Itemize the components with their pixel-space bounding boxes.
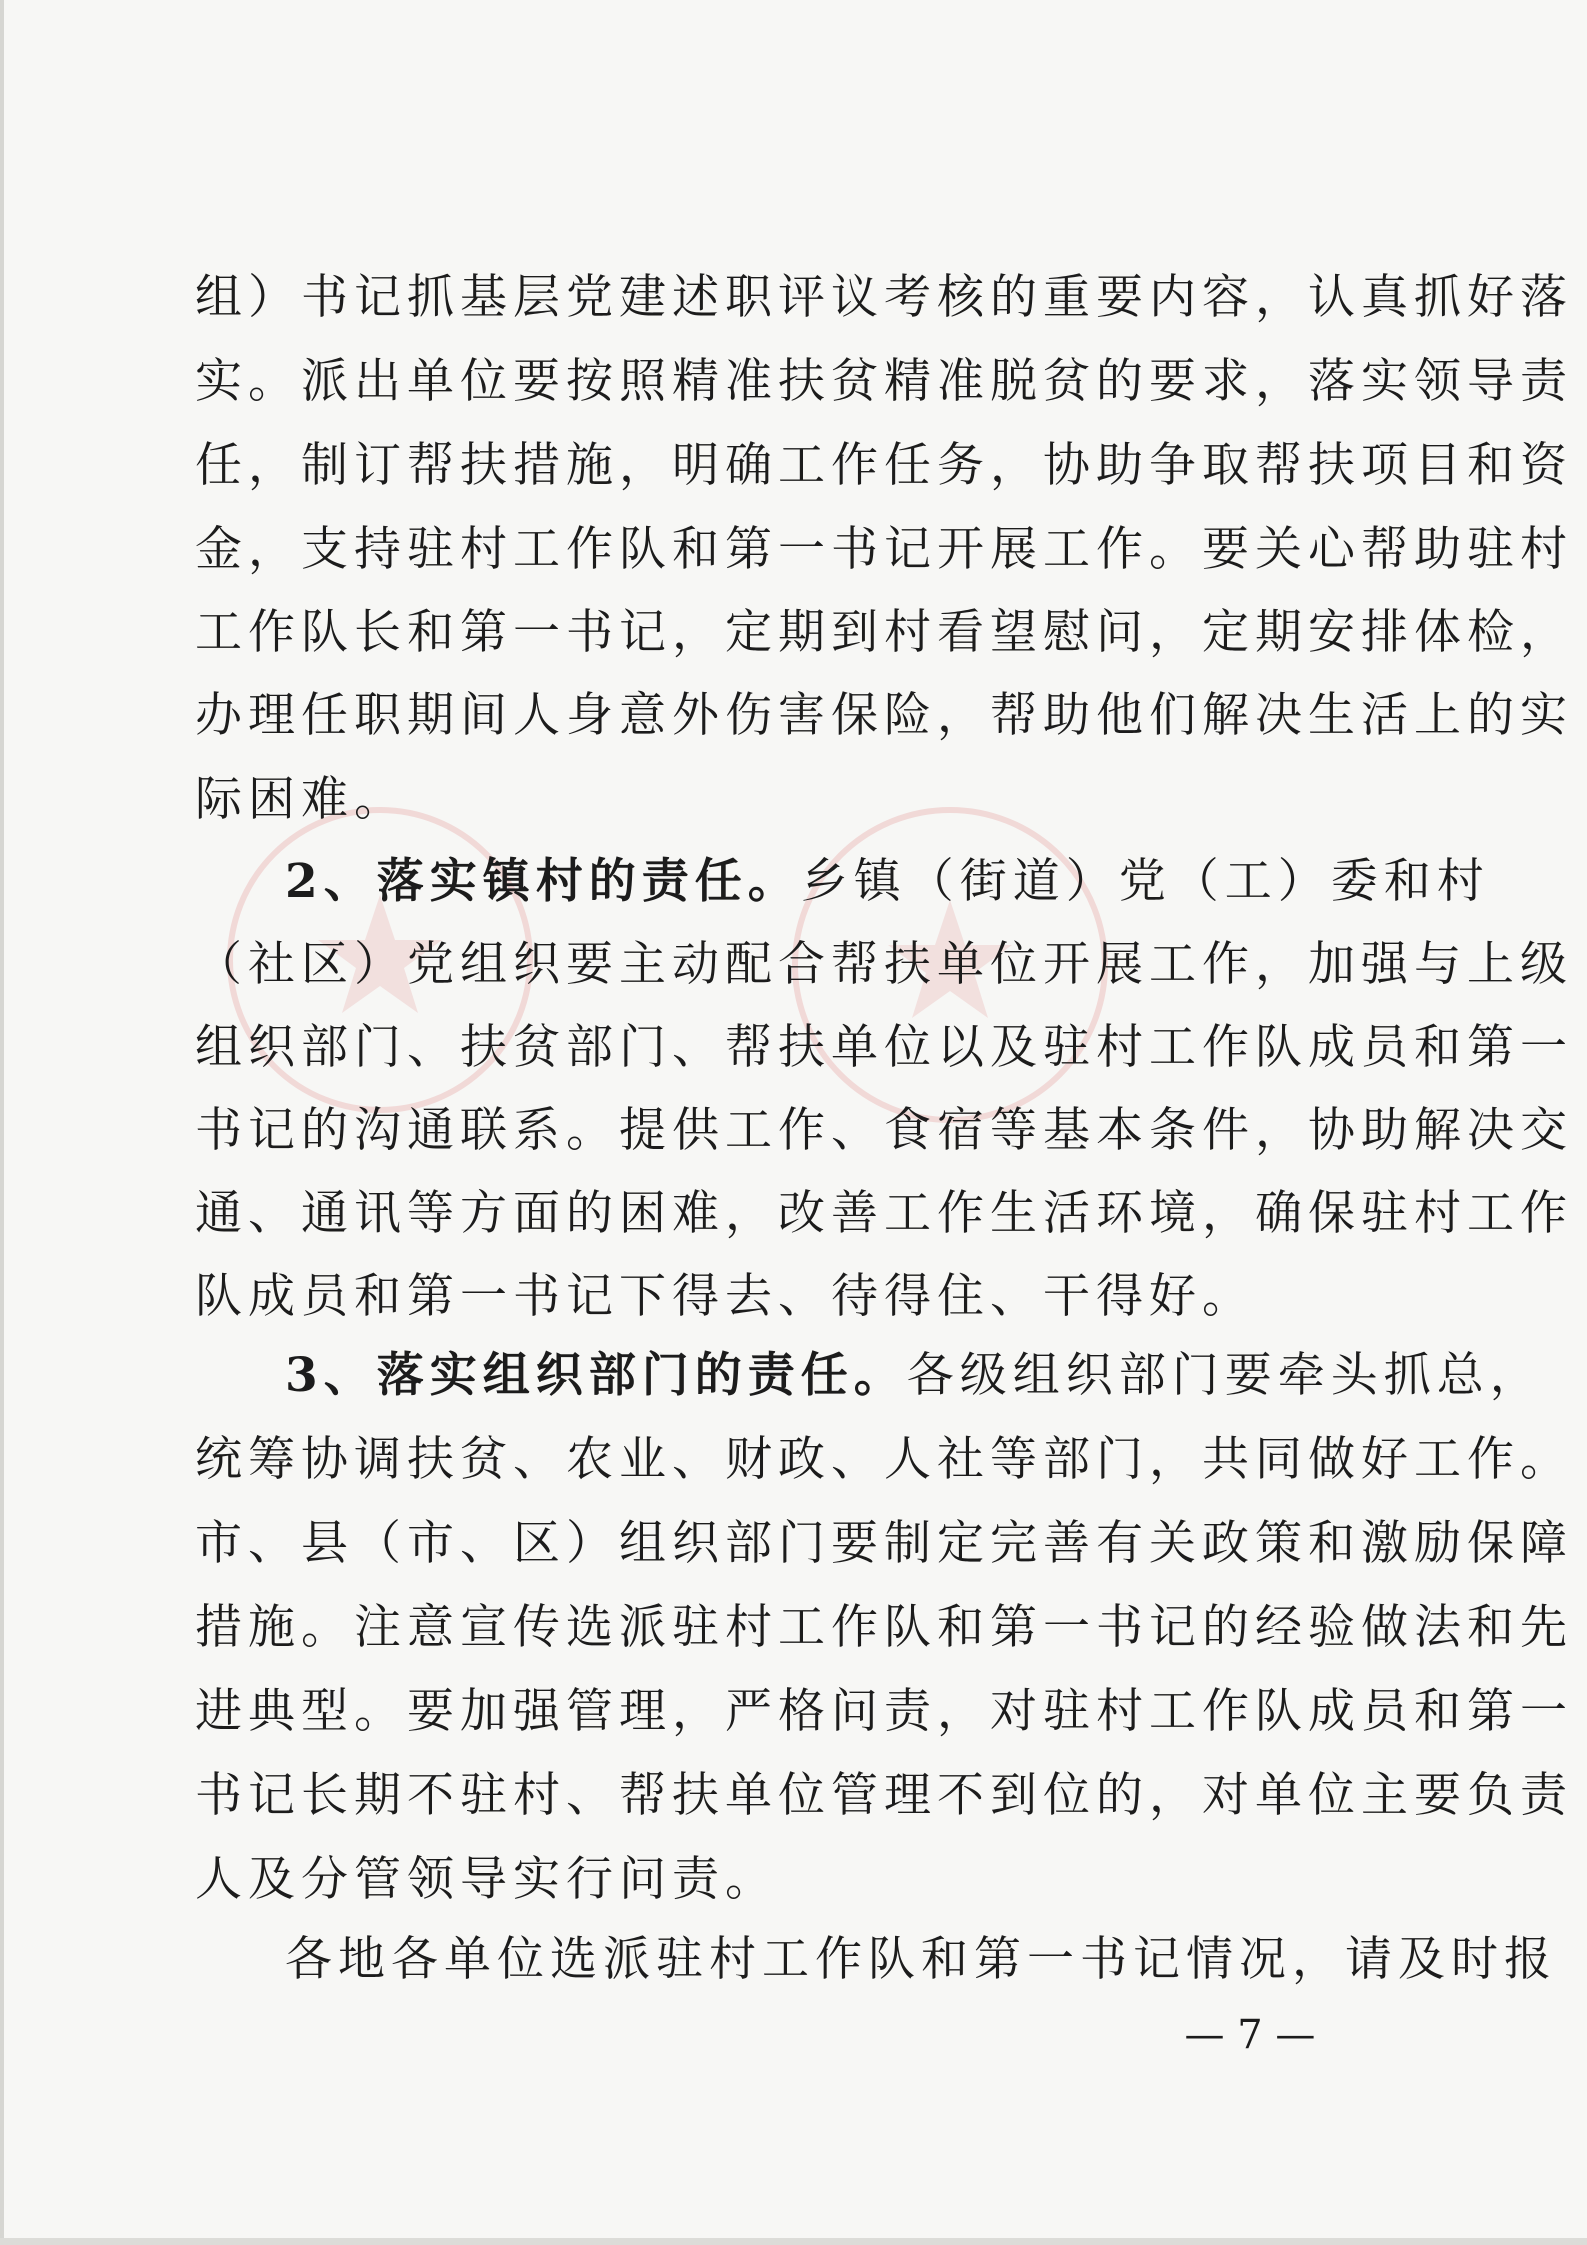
text-line: 任，制订帮扶措施，明确工作任务，协助争取帮扶项目和资 (195, 438, 1573, 493)
text-line: 统筹协调扶贫、农业、财政、人社等部门，共同做好工作。 (195, 1432, 1573, 1487)
scan-edge-bottom (0, 2238, 1587, 2245)
text-line: 市、县（市、区）组织部门要制定完善有关政策和激励保障 (195, 1516, 1573, 1571)
paragraph-2-text: 乡镇（街道）党（工）委和村 (800, 854, 1490, 909)
text-line: 办理任职期间人身意外伤害保险，帮助他们解决生活上的实 (195, 688, 1573, 743)
text-line: 进典型。要加强管理，严格问责，对驻村工作队成员和第一 (195, 1684, 1573, 1739)
text-line: 金，支持驻村工作队和第一书记开展工作。要关心帮助驻村 (195, 522, 1573, 577)
text-line: 组）书记抓基层党建述职评议考核的重要内容，认真抓好落 (195, 270, 1573, 325)
text-line: 书记长期不驻村、帮扶单位管理不到位的，对单位主要负责 (195, 1768, 1573, 1823)
text-line: （社区）党组织要主动配合帮扶单位开展工作，加强与上级 (195, 937, 1573, 992)
text-line: 措施。注意宣传选派驻村工作队和第一书记的经验做法和先 (195, 1600, 1573, 1655)
paragraph-3-heading: 3、落实组织部门的责任。 (285, 1348, 907, 1403)
text-line: 际困难。 (195, 772, 407, 827)
paragraph-2-first-line (285, 852, 1490, 912)
text-line: 工作队长和第一书记，定期到村看望慰问，定期安排体检， (195, 605, 1573, 660)
page-number: — 7 — (1184, 2012, 1316, 2058)
text-line: 实。派出单位要按照精准扶贫精准脱贫的要求，落实领导责 (195, 354, 1573, 409)
paragraph-3-text: 各级组织部门要牵头抓总， (906, 1348, 1543, 1403)
text-line: 人及分管领导实行问责。 (195, 1852, 778, 1907)
paragraph-2-heading: 2、落实镇村的责任。 (285, 854, 801, 909)
paragraph-3-first-line (285, 1346, 1543, 1406)
paragraph-4-first-line: 各地各单位选派驻村工作队和第一书记情况，请及时报 (285, 1932, 1557, 1987)
text-line: 组织部门、扶贫部门、帮扶单位以及驻村工作队成员和第一 (195, 1020, 1573, 1075)
text-line: 书记的沟通联系。提供工作、食宿等基本条件，协助解决交 (195, 1103, 1573, 1158)
text-line: 队成员和第一书记下得去、待得住、干得好。 (195, 1269, 1255, 1324)
text-line: 通、通讯等方面的困难，改善工作生活环境，确保驻村工作 (195, 1186, 1573, 1241)
